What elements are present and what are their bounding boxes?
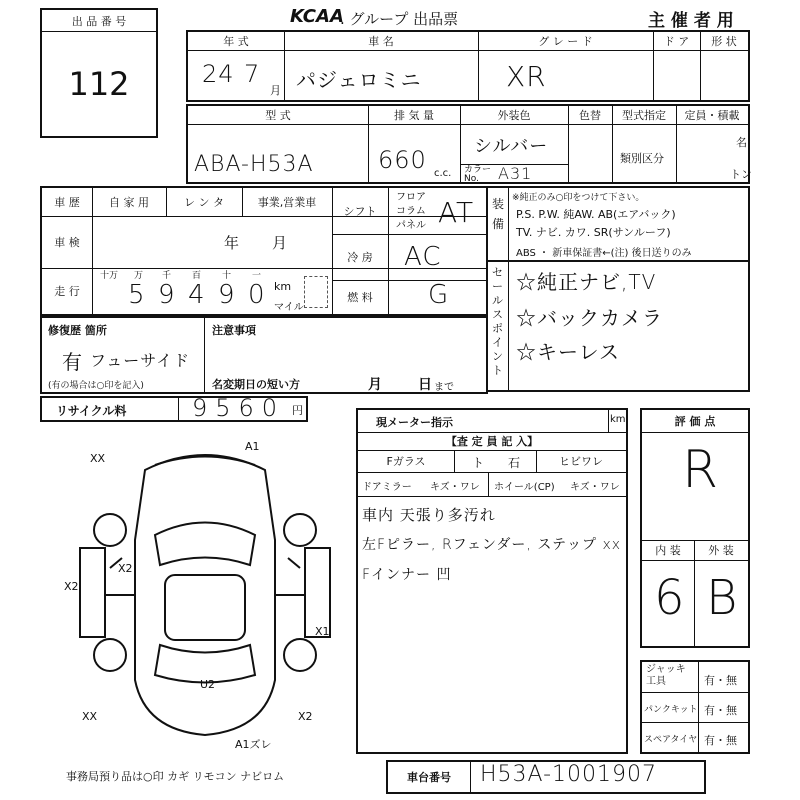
header-capacity: 定員・積載: [684, 109, 740, 122]
rename-day: 日: [418, 377, 432, 393]
aircon-value: AC: [404, 242, 442, 272]
header-history: 車 歴: [54, 196, 80, 209]
month-unit: 月: [270, 84, 281, 97]
digit-label-1: 一: [252, 271, 262, 281]
mileage-digit-100: 4: [188, 280, 206, 310]
digit-label-10: 十: [222, 271, 232, 281]
mileage-digit-1: 0: [248, 280, 266, 310]
mileage-checkbox: [304, 276, 328, 308]
exterior-value: B: [706, 570, 739, 626]
equipment-note: ※純正のみ○印をつけて下さい。: [512, 193, 645, 203]
left-side-panel: [80, 548, 105, 637]
damage-mark-2: A1: [245, 440, 260, 453]
damage-mark-1: XX: [90, 452, 106, 465]
header-color: 外装色: [497, 109, 531, 122]
car-body-outline: [135, 455, 275, 735]
rename-month: 月: [368, 377, 382, 393]
interior-value: 6: [654, 570, 686, 626]
recycle-unit: 円: [292, 404, 303, 417]
wheel-front-right: [284, 514, 316, 546]
header-equipment: 装備: [492, 197, 505, 231]
sales-points-section: [486, 260, 750, 392]
header-car-name: 車 名: [368, 35, 394, 48]
sales-point-2: ☆バックカメラ: [516, 306, 663, 330]
car-name-value: パジェロミニ: [296, 68, 422, 92]
footer-note: 事務局預り品は○印 カギ リモコン ナビロム: [66, 770, 285, 783]
vehicle-info-row2: [186, 104, 750, 184]
score-value: R: [682, 440, 720, 500]
label-f-glass: Fガラス: [386, 455, 426, 468]
grade-value: XR: [506, 60, 547, 93]
spare-yes-no: 有・無: [704, 734, 737, 747]
label-to: ト: [472, 456, 485, 470]
mileage-digit-1k: 9: [158, 280, 176, 310]
header-interior: 内 装: [655, 544, 681, 557]
option-rental: レ ン タ: [184, 196, 224, 209]
header-designation: 型式指定: [622, 109, 666, 122]
equipment-line1: P.S. P.W. 純AW. AB(エアバック): [516, 208, 676, 221]
label-mirror-damage: キズ・ワレ: [430, 482, 480, 493]
mileage-digit-10k: 5: [128, 280, 146, 310]
label-wheel: ホイール(CP): [494, 482, 555, 493]
shift-option-floor: フロア: [396, 192, 426, 203]
recycle-section: [40, 396, 308, 422]
front-bumper: [155, 457, 255, 466]
lot-box: [40, 8, 158, 138]
repair-location: フューサイド: [90, 351, 191, 370]
header-exterior: 外 装: [708, 544, 734, 557]
header-door: ド ア: [663, 35, 690, 48]
header-inspection: 車 検: [54, 236, 80, 249]
header-notes: 注意事項: [212, 324, 256, 337]
option-private: 自 家 用: [109, 196, 149, 209]
label-ishi: 石: [508, 456, 521, 470]
fuel-value: G: [428, 280, 450, 310]
sales-point-1: ☆純正ナビ,TV: [516, 270, 657, 294]
history-section: [40, 186, 488, 316]
host-label: 主 催 者 用: [648, 11, 734, 31]
header-year: 年 式: [223, 35, 249, 48]
equipment-section: [486, 186, 750, 262]
header-grade: グ レ ー ド: [538, 35, 593, 48]
header-model: 型 式: [265, 109, 291, 122]
recycle-value: 9560: [192, 394, 286, 422]
lot-header: 出 品 番 号: [42, 10, 156, 32]
repair-section: [40, 316, 488, 394]
month-value: 7: [244, 60, 261, 88]
chassis-value: H53A-1001907: [480, 762, 658, 787]
equipment-line3: ABS ・ 新車保証書←(注) 後日送りのみ: [516, 248, 692, 259]
color-no-label: カラー No.: [464, 165, 492, 184]
digit-label-1k: 千: [162, 271, 172, 281]
rename-until: まで: [434, 382, 454, 393]
wheel-front-left: [94, 514, 126, 546]
lot-number: 112: [68, 65, 130, 103]
header-shape: 形 状: [711, 35, 737, 48]
header-chassis: 車台番号: [407, 771, 451, 784]
label-jack: ジャッキ 工具: [646, 664, 686, 687]
damage-mark-4: X2: [64, 580, 79, 593]
roof: [165, 575, 245, 640]
shift-value: AT: [438, 196, 475, 229]
header-aircon: 冷 房: [347, 251, 373, 264]
jack-yes-no: 有・無: [704, 674, 737, 687]
shift-option-column: コラム: [396, 206, 426, 217]
mileage-unit-mile: マイル: [274, 302, 304, 313]
chassis-section: [386, 760, 706, 794]
puncture-yes-no: 有・無: [704, 704, 737, 717]
header-score: 評 価 点: [674, 415, 716, 428]
repair-value: 有: [62, 350, 83, 374]
tools-section: [640, 660, 750, 754]
digit-label-100k: 十万: [100, 271, 119, 281]
wheel-rear-right: [284, 639, 316, 671]
right-side-panel: [305, 548, 330, 637]
meter-unit: km: [610, 414, 626, 425]
sales-point-3: ☆キーレス: [516, 340, 620, 364]
color-value: シルバー: [474, 136, 549, 157]
header-inspector: 【査 定 員 記 入】: [445, 435, 539, 448]
inspection-month: 月: [272, 234, 288, 252]
color-no-value: A31: [498, 164, 533, 183]
mileage-unit-km: km: [274, 280, 292, 293]
capacity-unit-ton: トン: [730, 168, 752, 181]
label-hibi: ヒビワレ: [559, 455, 603, 468]
digit-label-10k: 万: [134, 271, 144, 281]
damage-mark-9: X1: [315, 625, 330, 638]
inspector-note-2: 左Fピラー, Rフェンダー, ステップ xx: [362, 537, 622, 553]
grade-section: [640, 408, 750, 648]
damage-mark-8: A1ズレ: [235, 738, 272, 751]
wheel-rear-left: [94, 639, 126, 671]
mileage-digit-10: 9: [218, 280, 236, 310]
windshield: [155, 523, 255, 566]
inspection-year: 年: [224, 234, 240, 252]
inspector-section: [356, 408, 628, 754]
damage-mark-7: X2: [298, 710, 313, 723]
right-mirror: [288, 558, 300, 568]
label-spare: スペアタイヤ: [644, 735, 698, 745]
inspector-note-1: 車内 天張り多汚れ: [362, 506, 496, 524]
option-business: 事業,営業車: [257, 196, 317, 209]
damage-mark-6: XX: [82, 710, 98, 723]
header-recolor: 色替: [579, 109, 601, 122]
header-recycle: リサイクル料: [56, 404, 127, 418]
header-displacement: 排 気 量: [394, 109, 434, 122]
sheet-title: . グループ 出品票: [340, 10, 459, 28]
brand-logo: KCAA: [290, 6, 344, 27]
label-puncture: パンクキット: [644, 705, 698, 715]
repair-note: (有の場合は○印を記入): [48, 381, 144, 391]
damage-mark-3: X2: [118, 562, 133, 575]
model-value: ABA-H53A: [194, 152, 314, 177]
header-shift: シフト: [343, 205, 377, 218]
label-wheel-damage: キズ・ワレ: [570, 482, 620, 493]
header-fuel: 燃 料: [347, 291, 373, 304]
header-mileage: 走 行: [54, 285, 80, 298]
inspector-note-3: Fインナー 凹: [362, 567, 452, 583]
vehicle-info-row1: [186, 30, 750, 102]
displacement-unit: c.c.: [434, 168, 452, 179]
header-sales-points: セールスポイント: [492, 266, 503, 377]
equipment-line2: TV. ナビ. カワ. SR(サンルーフ): [516, 226, 671, 239]
header-rename: 名変期日の短い方: [212, 378, 300, 391]
damage-mark-5: U2: [200, 678, 216, 691]
capacity-unit-mei: 名: [736, 136, 747, 149]
label-door-mirror: ドアミラー: [362, 482, 412, 493]
header-class: 類別区分: [620, 152, 664, 165]
digit-label-100: 百: [192, 271, 202, 281]
year-value: 24: [202, 60, 235, 88]
header-meter: 現メーター指示: [376, 416, 453, 429]
car-damage-diagram: [60, 430, 350, 760]
shift-option-panel: パネル: [396, 220, 426, 231]
rear-window: [155, 645, 255, 683]
displacement-value: 660: [378, 146, 427, 174]
header-repair: 修復歴 箇所: [48, 324, 107, 337]
